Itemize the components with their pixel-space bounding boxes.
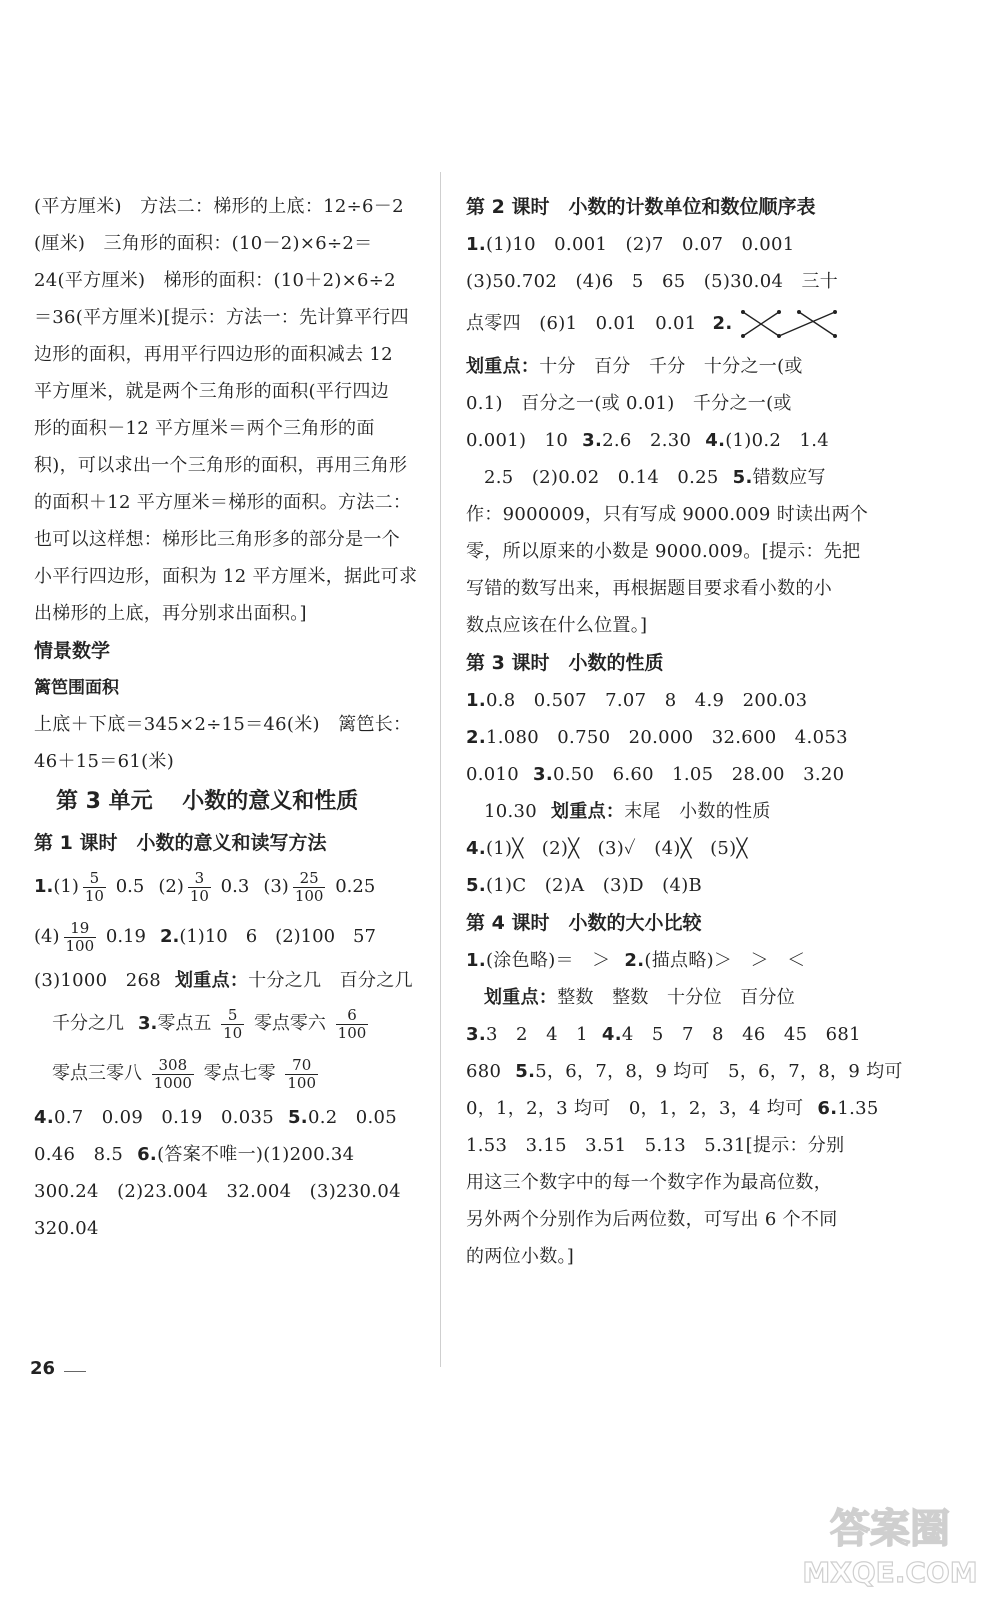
lesson-title: 第 3 课时 小数的性质: [466, 652, 664, 674]
scenario-subheading: 篱笆围面积: [34, 678, 119, 698]
fraction: $\frac{5}{10}$: [223, 1005, 243, 1042]
answer-line: (4) $\frac{19}{100}$ 0.19 2.(1)10 6 (2)100 57: [34, 918, 376, 955]
answer-line: 1.53 3.15 3.51 5.13 5.31[提示：分别: [466, 1135, 845, 1156]
text-line: 小平行四边形，面积为 12 平方厘米，据此可求: [34, 566, 418, 587]
answer-line: 300.24 (2)23.004 32.004 (3)230.04: [34, 1181, 401, 1202]
fraction: $\frac{70}{100}$: [287, 1055, 317, 1092]
text-line: 24(平方厘米) 梯形的面积：(10＋2)×6÷2: [34, 270, 396, 291]
watermark-logo: [800, 1490, 980, 1590]
answer-line: 0.46 8.5 6.(答案不唯一)(1)200.34: [34, 1144, 355, 1165]
svg-text:答案圈: 答案圈: [830, 1506, 950, 1552]
fraction: $\frac{5}{10}$: [84, 868, 104, 905]
answer-line: 2.5 (2)0.02 0.14 0.25 5.错数应写: [484, 467, 826, 488]
answer-line: 2.1.080 0.750 20.000 32.600 4.053: [466, 727, 848, 748]
answer-line: (3)50.702 (4)6 5 65 (5)30.04 三十: [466, 271, 839, 292]
answer-line: 点零四 (6)1 0.01 0.01 2.: [466, 300, 858, 348]
answer-line: 10.30 划重点：末尾 小数的性质: [484, 801, 771, 822]
answer-line: 写错的数写出来，再根据题目要求看小数的小: [466, 578, 832, 599]
text-line: 上底＋下底＝345×2÷15＝46(米) 篱笆长：: [34, 714, 412, 735]
text-line: (厘米) 三角形的面积：(10－2)×6÷2＝: [34, 233, 373, 254]
answer-line: 0.001) 10 3.2.6 2.30 4.(1)0.2 1.4: [466, 430, 829, 451]
text-line: (平方厘米) 方法二：梯形的上底：12÷6－2: [34, 196, 404, 217]
answer-line: 1.(1)10 0.001 (2)7 0.07 0.001: [466, 234, 795, 255]
text-line: ＝36(平方厘米)[提示：方法一：先计算平行四: [34, 307, 409, 328]
answer-line: 320.04: [34, 1218, 99, 1239]
lesson-title: 第 2 课时 小数的计数单位和数位顺序表: [466, 196, 816, 218]
answer-line: 680 5.5，6，7，8，9 均可 5，6，7，8，9 均可: [466, 1061, 903, 1082]
unit-title: 第 3 单元 小数的意义和性质: [56, 789, 359, 814]
answer-line: 划重点：十分 百分 千分 十分之一(或: [466, 356, 803, 377]
text-line: 形的面积－12 平方厘米＝两个三角形的面: [34, 418, 375, 439]
answer-line: (3)1000 268 划重点：十分之几 百分之几: [34, 970, 413, 991]
text-line: 46＋15＝61(米): [34, 751, 175, 772]
text-line: 积)，可以求出一个三角形的面积，再用三角形: [34, 455, 408, 476]
right-column: [466, 188, 903, 1275]
answer-line: 0.010 3.0.50 6.60 1.05 28.00 3.20: [466, 764, 845, 785]
answer-line: 3.3 2 4 1 4.4 5 7 8 46 45 681: [466, 1024, 861, 1045]
answer-line: 4.(1)╳ (2)╳ (3)✓ (4)╳ (5)╳: [466, 838, 748, 859]
answer-line: 作：9000009，只有写成 9000.009 时读出两个: [466, 504, 869, 525]
scenario-heading: 情景数学: [34, 640, 111, 662]
text-line: 也可以这样想：梯形比三角形多的部分是一个: [34, 529, 400, 550]
answer-line: 千分之几 3.零点五 $\frac{5}{10}$ 零点零六 $\frac{6}{100}$: [52, 1005, 367, 1042]
page-number-rule: [64, 1371, 86, 1372]
answer-line: 用这三个数字中的每一个数字作为最高位数，: [466, 1172, 832, 1193]
fraction: $\frac{308}{1000}$: [153, 1055, 192, 1092]
answer-line: 5.(1)C (2)A (3)D (4)B: [466, 875, 703, 896]
left-column: [34, 188, 424, 1247]
answer-line: 0.1) 百分之一(或 0.01) 千分之一(或: [466, 393, 792, 414]
lesson-title: 第 4 课时 小数的大小比较: [466, 912, 702, 934]
fraction: $\frac{25}{100}$: [294, 868, 324, 905]
text-line: 平方厘米，就是两个三角形的面积(平行四边: [34, 381, 390, 402]
answer-line: 划重点：整数 整数 十分位 百分位: [484, 987, 796, 1008]
answer-line: 零点三零八 $\frac{308}{1000}$ 零点七零 $\frac{70}{100}$: [52, 1055, 317, 1092]
lesson-title: 第 1 课时 小数的意义和读写方法: [34, 832, 327, 854]
answer-line: 1.(1) $\frac{5}{10}$ 0.5 (2) $\frac{3}{10}$ 0.3 (3) $\frac{25}{100}$ 0.25: [34, 868, 376, 905]
answer-line: 0，1，2，3 均可 0，1，2，3，4 均可 6.1.35: [466, 1098, 879, 1119]
fraction: $\frac{3}{10}$: [189, 868, 209, 905]
answer-line: 1.0.8 0.507 7.07 8 4.9 200.03: [466, 690, 808, 711]
answer-line: 数点应该在什么位置。]: [466, 615, 648, 636]
answer-line: 的两位小数。]: [466, 1246, 575, 1267]
column-divider: [440, 172, 441, 1367]
matching-lines-diagram: [739, 306, 839, 342]
fraction: $\frac{19}{100}$: [65, 918, 95, 955]
fraction: $\frac{6}{100}$: [337, 1005, 367, 1042]
answer-line: 1.(涂色略)＝ ＞ 2.(描点略)＞ ＞ ＜: [466, 950, 806, 971]
page-number: 26: [30, 1358, 56, 1379]
text-line: 边形的面积，再用平行四边形的面积减去 12: [34, 344, 393, 365]
answer-line: 零，所以原来的小数是 9000.009。[提示：先把: [466, 541, 861, 562]
text-line: 出梯形的上底，再分别求出面积。]: [34, 603, 307, 624]
text-line: 的面积＋12 平方厘米＝梯形的面积。方法二：: [34, 492, 412, 513]
svg-text:MXQE.COM: MXQE.COM: [802, 1556, 978, 1589]
answer-line: 另外两个分别作为后两位数，可写出 6 个不同: [466, 1209, 838, 1230]
answer-line: 4.0.7 0.09 0.19 0.035 5.0.2 0.05: [34, 1107, 398, 1128]
